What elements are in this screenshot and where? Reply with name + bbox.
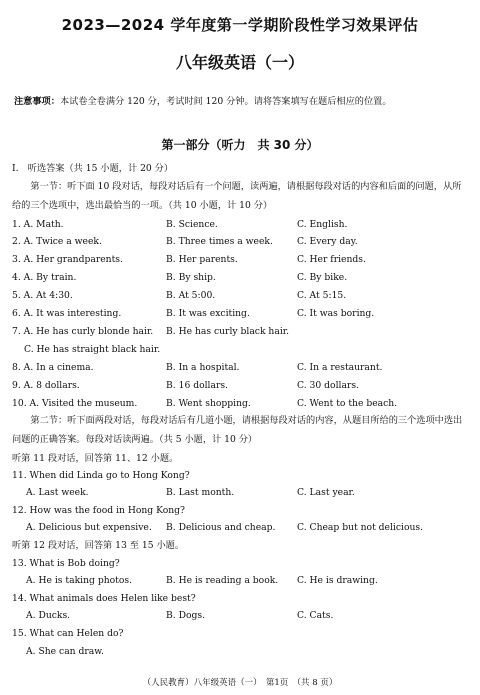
q8-option-c: C. In a restaurant. (297, 362, 383, 373)
exam-subtitle: 八年级英语（一） (175, 53, 304, 72)
q2-option-c: C. Every day. (297, 236, 358, 247)
q15-stem: 15. What can Helen do? (12, 628, 124, 639)
q11-option-c: C. Last year. (297, 487, 355, 498)
q6-option-b: B. It was exciting. (166, 308, 250, 319)
q3-option-a: 3. A. Her grandparents. (12, 254, 123, 265)
q14-option-a: A. Ducks. (26, 610, 71, 621)
q8-option-b: B. In a hospital. (166, 362, 240, 373)
notice-text: 本试卷全卷满分 120 分，考试时间 120 分钟。请将答案填写在题后相应的位置。 (59, 96, 392, 107)
q4-option-c: C. By bike. (297, 272, 348, 283)
q7-option-c: C. He has straight black hair. (24, 344, 161, 355)
q12-option-b: B. Delicious and cheap. (166, 522, 276, 533)
q8-option-a: 8. A. In a cinema. (12, 362, 94, 373)
q12-stem: 12. How was the food in Hong Kong? (12, 505, 185, 516)
q1-option-b: B. Science. (166, 219, 218, 230)
q10-option-a: 10. A. Visited the museum. (12, 398, 138, 409)
q10-option-b: B. Went shopping. (166, 398, 251, 409)
q14-stem: 14. What animals does Helen like best? (12, 593, 196, 604)
q2-option-a: 2. A. Twice a week. (12, 236, 102, 247)
dialog-11-instruction: 听第 11 段对话，回答第 11、12 小题。 (12, 453, 179, 464)
q5-option-b: B. At 5:00. (166, 290, 216, 301)
q4-option-a: 4. A. By train. (12, 272, 77, 283)
q9-option-b: B. 16 dollars. (166, 380, 228, 391)
q14-option-c: C. Cats. (297, 610, 334, 621)
q5-option-a: 5. A. At 4:30. (12, 290, 73, 301)
q11-option-b: B. Last month. (166, 487, 235, 498)
q14-option-b: B. Dogs. (166, 610, 206, 621)
dialog-12-instruction: 听第 12 段对话，回答第 13 至 15 小题。 (12, 540, 185, 551)
q9-option-c: C. 30 dollars. (297, 380, 359, 391)
q3-option-b: B. Her parents. (166, 254, 238, 265)
q10-option-c: C. Went to the beach. (297, 398, 398, 409)
q12-option-c: C. Cheap but not delicious. (297, 522, 424, 533)
section-one-intro: 第一节：听下面 10 段对话，每段对话后有一个问题，读两遍，请根据每段对话的内容和后面的问题，从所给的三个选项中，选出最恰当的一项。（共 10 小题，计 10 分） (12, 181, 462, 211)
q13-stem: 13. What is Bob doing? (12, 558, 120, 569)
q7-option-a: 7. A. He has curly blonde hair. (12, 326, 154, 337)
q6-option-a: 6. A. It was interesting. (12, 308, 122, 319)
notice-label: 注意事项： (14, 96, 60, 107)
section-one-heading: I. 听选答案（共 15 小题，计 20 分） (12, 163, 174, 174)
q15-option-a: A. She can draw. (26, 646, 104, 657)
q13-option-c: C. He is drawing. (297, 575, 378, 586)
exam-title: 2023—2024 学年度第一学期阶段性学习效果评估 (61, 16, 419, 34)
q6-option-c: C. It was boring. (297, 308, 375, 319)
q5-option-c: C. At 5:15. (297, 290, 347, 301)
q1-option-a: 1. A. Math. (12, 219, 64, 230)
q12-option-a: A. Delicious but expensive. (26, 522, 152, 533)
part-one-title: 第一部分（听力 共 30 分） (161, 138, 319, 152)
q4-option-b: B. By ship. (166, 272, 216, 283)
q2-option-b: B. Three times a week. (166, 236, 273, 247)
q13-option-b: B. He is reading a book. (166, 575, 279, 586)
q1-option-c: C. English. (297, 219, 348, 230)
q3-option-c: C. Her friends. (297, 254, 366, 265)
section-two-intro: 第二节：听下面两段对话，每段对话后有几道小题，请根据每段对话的内容，从题目所给的三个选项中选出问题的正确答案。每段对话读两遍。（共 5 小题，计 10 分） (12, 415, 463, 445)
q13-option-a: A. He is taking photos. (26, 575, 133, 586)
q11-option-a: A. Last week. (26, 487, 89, 498)
notice-block (14, 92, 470, 111)
q7-option-b: B. He has curly black hair. (166, 326, 290, 337)
page-footer: （人民教育）八年级英语（一） 第1页 （共 8 页） (142, 678, 338, 688)
q9-option-a: 9. A. 8 dollars. (12, 380, 80, 391)
q11-stem: 11. When did Linda go to Hong Kong? (12, 470, 190, 481)
